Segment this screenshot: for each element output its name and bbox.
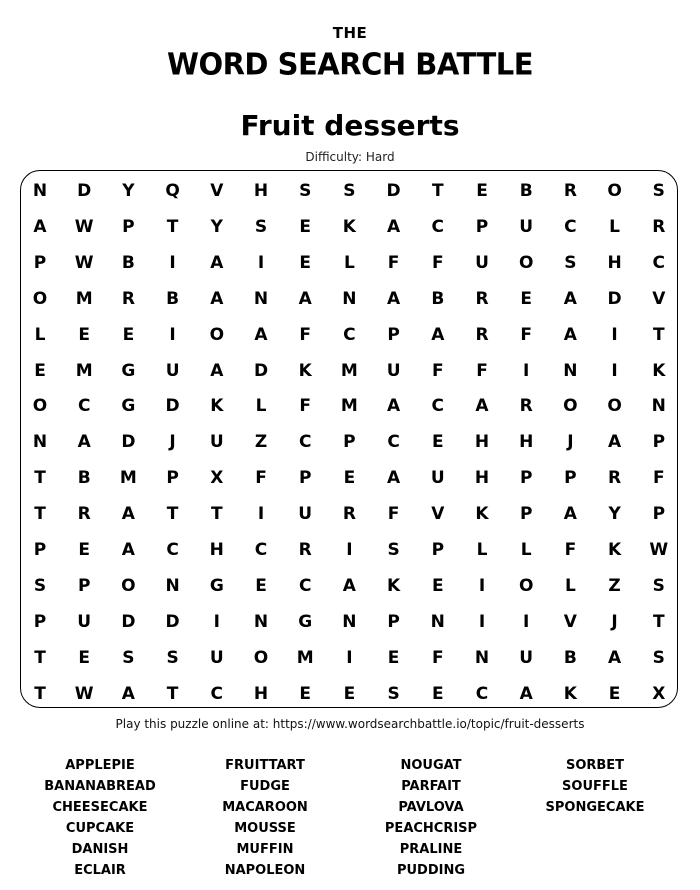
grid-letter[interactable]: O [607, 396, 622, 417]
grid-letter[interactable]: U [77, 611, 92, 632]
grid-letter[interactable]: N [253, 288, 269, 309]
grid-letter[interactable]: E [299, 252, 311, 273]
grid-letter[interactable]: N [474, 647, 490, 668]
grid-letter[interactable]: U [298, 504, 313, 525]
grid-letter[interactable]: X [652, 683, 666, 704]
grid-letter[interactable]: I [257, 504, 265, 525]
grid-letter[interactable]: L [564, 575, 576, 596]
grid-letter[interactable]: N [563, 360, 578, 381]
grid-letter[interactable]: O [563, 396, 578, 417]
grid-letter[interactable]: J [169, 432, 176, 453]
grid-letter[interactable]: U [430, 468, 445, 489]
grid-letter[interactable]: I [213, 611, 220, 632]
grid-letter[interactable]: S [343, 181, 356, 201]
grid-letter[interactable]: H [253, 181, 269, 201]
grid-letter[interactable]: B [431, 288, 445, 309]
word-item: ECLAIR [74, 863, 126, 878]
grid-letter[interactable]: P [33, 611, 47, 632]
grid-letter[interactable]: A [121, 504, 135, 525]
word-item: CHEESECAKE [52, 800, 148, 815]
grid-letter[interactable]: S [254, 216, 268, 237]
word-item: DANISH [71, 842, 129, 857]
grid-letter[interactable]: J [567, 432, 574, 453]
grid-letter[interactable]: O [32, 288, 48, 309]
grid-letter[interactable]: H [519, 432, 534, 453]
grid-letter[interactable]: P [431, 540, 445, 560]
grid-letter[interactable]: D [386, 181, 401, 201]
grid-letter[interactable]: I [346, 540, 353, 560]
grid-letter[interactable]: F [431, 647, 444, 668]
grid-letter[interactable]: X [210, 468, 224, 489]
grid-letter[interactable]: O [32, 396, 48, 417]
grid-letter[interactable]: C [77, 396, 91, 417]
grid-letter[interactable]: V [431, 504, 445, 525]
grid-letter[interactable]: R [121, 288, 135, 309]
grid-letter[interactable]: C [298, 432, 312, 453]
grid-letter[interactable]: F [387, 504, 400, 525]
grid-letter[interactable]: P [166, 468, 179, 489]
grid-letter[interactable]: S [652, 575, 665, 596]
grid-letter[interactable]: F [255, 468, 267, 489]
grid-letter[interactable]: C [475, 683, 489, 704]
grid-letter[interactable]: A [387, 468, 401, 489]
word-item: CUPCAKE [65, 821, 135, 836]
grid-letter[interactable]: F [431, 360, 444, 381]
grid-letter[interactable]: D [121, 611, 136, 632]
grid-letter[interactable]: F [564, 540, 577, 560]
letter-grid [20, 170, 678, 708]
word-item: PEACHCRISP [384, 821, 478, 836]
grid-letter[interactable]: O [121, 575, 136, 596]
grid-letter[interactable]: B [121, 252, 135, 273]
grid-letter[interactable]: H [209, 540, 224, 560]
grid-letter[interactable]: N [651, 396, 666, 417]
grid-letter[interactable]: T [166, 683, 179, 704]
grid-letter[interactable]: I [169, 324, 176, 345]
grid-letter[interactable]: Z [254, 432, 268, 453]
grid-letter[interactable]: V [210, 181, 224, 201]
grid-letter[interactable]: S [387, 683, 400, 704]
puzzle-title: Fruit desserts [240, 109, 460, 142]
grid-letter[interactable]: A [387, 288, 401, 309]
grid-letter[interactable]: P [387, 324, 400, 345]
grid-letter[interactable]: T [34, 504, 46, 525]
difficulty-label: Difficulty: Hard [305, 150, 395, 164]
grid-letter[interactable]: L [255, 396, 267, 417]
grid-letter[interactable]: D [607, 288, 622, 309]
grid-letter[interactable]: A [431, 324, 445, 345]
grid-letter[interactable]: R [608, 468, 622, 489]
grid-letter[interactable]: I [478, 575, 486, 596]
grid-letter[interactable]: A [121, 683, 135, 704]
grid-letter[interactable]: P [387, 611, 400, 632]
grid-letter[interactable]: S [387, 540, 400, 560]
grid-letter[interactable]: P [564, 468, 577, 489]
grid-letter[interactable]: U [519, 216, 534, 237]
grid-letter[interactable]: S [166, 647, 179, 668]
word-column [520, 755, 670, 818]
grid-letter[interactable]: G [298, 611, 313, 632]
grid-letter[interactable]: N [32, 181, 48, 201]
grid-letter[interactable]: H [253, 683, 269, 704]
grid-letter[interactable]: Y [210, 216, 223, 237]
grid-letter[interactable]: A [387, 396, 401, 417]
word-item: FUDGE [240, 779, 290, 794]
grid-letter[interactable]: S [652, 647, 665, 668]
grid-letter[interactable]: A [608, 647, 622, 668]
grid-letter[interactable]: M [75, 360, 93, 381]
grid-letter[interactable]: N [430, 611, 445, 632]
word-item: SOUFFLE [562, 779, 628, 794]
grid-letter[interactable]: S [33, 575, 47, 596]
grid-letter[interactable]: J [611, 611, 618, 632]
grid-letter[interactable]: M [296, 647, 314, 668]
grid-letter[interactable]: I [169, 252, 176, 273]
grid-letter[interactable]: M [340, 396, 358, 417]
grid-letter[interactable]: N [32, 432, 48, 453]
grid-letter[interactable]: W [649, 540, 669, 560]
grid-letter[interactable]: B [563, 647, 577, 668]
grid-letter[interactable]: U [519, 647, 534, 668]
grid-letter[interactable]: R [563, 181, 577, 201]
grid-letter[interactable]: K [475, 504, 489, 525]
grid-letter[interactable]: E [299, 216, 311, 237]
grid-letter[interactable]: H [607, 252, 622, 273]
grid-letter[interactable]: K [210, 396, 224, 417]
grid-letter[interactable]: P [343, 432, 356, 453]
grid-letter[interactable]: D [77, 181, 92, 201]
word-item: PARFAIT [401, 779, 461, 794]
word-item: PRALINE [399, 842, 463, 857]
word-item: NAPOLEON [224, 863, 306, 878]
grid-letter[interactable]: W [74, 252, 94, 273]
grid-letter[interactable]: E [431, 683, 444, 704]
grid-letter[interactable]: A [298, 288, 312, 309]
grid-letter[interactable]: G [209, 575, 224, 596]
grid-letter[interactable]: C [564, 216, 577, 237]
grid-letter[interactable]: N [165, 575, 180, 596]
grid-letter[interactable]: P [652, 432, 666, 453]
grid-letter[interactable]: K [608, 540, 622, 560]
grid-letter[interactable]: A [608, 432, 622, 453]
grid-letter[interactable]: P [519, 504, 533, 525]
grid-letter[interactable]: D [165, 611, 180, 632]
grid-letter[interactable]: M [119, 468, 137, 489]
grid-letter[interactable]: R [298, 540, 312, 560]
grid-letter[interactable]: A [563, 288, 577, 309]
grid-letter[interactable]: A [210, 360, 224, 381]
grid-letter[interactable]: I [478, 611, 486, 632]
grid-letter[interactable]: I [346, 647, 353, 668]
grid-letter[interactable]: G [121, 360, 136, 381]
grid-letter[interactable]: E [78, 540, 90, 560]
grid-letter[interactable]: C [210, 683, 224, 704]
grid-letter[interactable]: P [519, 468, 533, 489]
grid-letter[interactable]: V [652, 288, 666, 309]
grid-letter[interactable]: I [523, 360, 530, 381]
grid-letter[interactable]: C [387, 432, 400, 453]
grid-letter[interactable]: T [652, 611, 665, 632]
word-item: NOUGAT [400, 758, 462, 773]
grid-letter[interactable]: A [77, 432, 91, 453]
grid-letter[interactable]: C [166, 540, 179, 560]
grid-letter[interactable]: N [342, 611, 357, 632]
grid-letter[interactable]: E [34, 360, 46, 381]
grid-letter[interactable]: Q [165, 181, 180, 201]
word-item: MACAROON [222, 800, 308, 815]
grid-letter[interactable]: B [77, 468, 91, 489]
grid-letter[interactable]: A [387, 216, 401, 237]
grid-letter[interactable]: T [34, 468, 46, 489]
grid-letter[interactable]: Y [122, 181, 135, 201]
grid-letter[interactable]: G [121, 396, 136, 417]
grid-letter[interactable]: P [122, 216, 135, 237]
grid-letter[interactable]: A [475, 396, 489, 417]
word-column [190, 755, 340, 881]
grid-letter[interactable]: E [78, 324, 90, 345]
grid-letter[interactable]: R [342, 504, 356, 525]
grid-letter[interactable]: C [298, 575, 312, 596]
grid-letter[interactable]: I [257, 252, 265, 273]
grid-letter[interactable]: F [387, 252, 400, 273]
grid-letter[interactable]: K [342, 216, 356, 237]
grid-letter[interactable]: A [210, 288, 224, 309]
grid-letter[interactable]: M [75, 288, 93, 309]
grid-letter[interactable]: C [254, 540, 268, 560]
grid-letter[interactable]: O [518, 575, 534, 596]
word-item: SPONGECAKE [545, 800, 645, 815]
grid-letter[interactable]: E [387, 647, 400, 668]
grid-letter[interactable]: B [166, 288, 180, 309]
grid-letter[interactable]: L [343, 252, 355, 273]
grid-letter[interactable]: A [342, 575, 356, 596]
grid-letter[interactable]: P [652, 504, 666, 525]
grid-letter[interactable]: K [387, 575, 401, 596]
grid-letter[interactable]: E [343, 468, 356, 489]
the-label: THE [332, 24, 368, 42]
grid-letter[interactable]: F [299, 396, 311, 417]
grid-letter[interactable]: I [611, 324, 618, 345]
word-item: BANANABREAD [44, 779, 156, 794]
word-list [0, 755, 700, 885]
grid-letter[interactable]: T [210, 504, 223, 525]
grid-letter[interactable]: H [474, 432, 490, 453]
grid-letter[interactable]: W [74, 216, 94, 237]
grid-letter[interactable]: K [652, 360, 666, 381]
grid-letter[interactable]: L [34, 324, 46, 345]
grid-letter[interactable]: T [34, 683, 46, 704]
grid-letter[interactable]: O [607, 181, 622, 201]
grid-letter[interactable]: P [33, 252, 47, 273]
grid-letter[interactable]: R [652, 216, 666, 237]
grid-letter[interactable]: W [74, 683, 94, 704]
word-column [25, 755, 175, 881]
word-item: APPLEPIE [65, 758, 135, 773]
grid-letter[interactable]: E [476, 181, 488, 201]
grid-letter[interactable]: Y [608, 504, 621, 525]
word-item: FRUITTART [225, 758, 305, 773]
grid-letter[interactable]: F [299, 324, 311, 345]
grid-letter[interactable]: S [299, 181, 312, 201]
grid-letter[interactable]: H [474, 468, 490, 489]
grid-letter[interactable]: A [254, 324, 268, 345]
grid-letter[interactable]: S [122, 647, 135, 668]
grid-letter[interactable]: N [253, 611, 269, 632]
brand-logo: WORD SEARCH BATTLE [166, 46, 534, 82]
grid-letter[interactable]: U [209, 647, 224, 668]
grid-letter[interactable]: K [298, 360, 312, 381]
grid-letter[interactable]: U [209, 432, 224, 453]
word-item: MUFFIN [236, 842, 294, 857]
grid-letter[interactable]: D [121, 432, 136, 453]
grid-letter[interactable]: T [166, 504, 179, 525]
grid-letter[interactable]: D [165, 396, 180, 417]
grid-letter[interactable]: E [431, 575, 444, 596]
online-link-text: Play this puzzle online at: https://www.wordsearchbattle.io/topic/fruit-desserts [115, 717, 585, 731]
grid-letter[interactable]: T [34, 647, 46, 668]
grid-letter[interactable]: D [253, 360, 269, 381]
grid-letter[interactable]: C [431, 216, 445, 237]
grid-letter[interactable]: F [431, 252, 444, 273]
grid-letter[interactable]: E [431, 432, 444, 453]
grid-letter[interactable]: C [431, 396, 445, 417]
word-item: MOUSSE [234, 821, 296, 836]
grid-letter[interactable]: N [342, 288, 357, 309]
grid-letter[interactable]: O [209, 324, 225, 345]
grid-letter[interactable]: C [652, 252, 666, 273]
grid-letter[interactable]: U [165, 360, 180, 381]
grid-letter[interactable]: P [298, 468, 312, 489]
grid-letter[interactable]: A [121, 540, 135, 560]
grid-letter[interactable]: T [652, 324, 665, 345]
grid-letter[interactable]: P [33, 540, 47, 560]
grid-letter[interactable]: E [520, 288, 532, 309]
grid-letter[interactable]: A [519, 683, 533, 704]
grid-letter[interactable]: E [608, 683, 621, 704]
grid-letter[interactable]: E [299, 683, 311, 704]
grid-letter[interactable]: V [563, 611, 577, 632]
grid-letter[interactable]: E [255, 575, 267, 596]
grid-letter[interactable]: L [476, 540, 488, 560]
grid-letter[interactable]: R [519, 396, 533, 417]
grid-letter[interactable]: R [475, 324, 489, 345]
grid-letter[interactable]: E [343, 683, 356, 704]
grid-letter[interactable]: E [122, 324, 135, 345]
grid-letter[interactable]: F [520, 324, 532, 345]
grid-letter[interactable]: R [77, 504, 91, 525]
grid-letter[interactable]: F [652, 468, 665, 489]
grid-letter[interactable]: O [518, 252, 534, 273]
grid-letter[interactable]: I [611, 360, 618, 381]
word-column [356, 755, 506, 881]
grid-letter[interactable]: E [78, 647, 90, 668]
grid-letter[interactable]: P [475, 216, 489, 237]
grid-letter[interactable]: B [519, 181, 533, 201]
grid-letter[interactable]: S [564, 252, 577, 273]
grid-letter[interactable]: I [523, 611, 530, 632]
grid-letter[interactable]: A [563, 324, 577, 345]
grid-letter[interactable]: T [431, 181, 444, 201]
grid-letter[interactable]: A [563, 504, 577, 525]
grid-letter[interactable]: P [77, 575, 91, 596]
word-item: SORBET [565, 758, 625, 773]
grid-letter[interactable]: F [476, 360, 488, 381]
grid-letter[interactable]: L [520, 540, 532, 560]
grid-letter[interactable]: U [475, 252, 489, 273]
grid-letter[interactable]: A [210, 252, 224, 273]
grid-letter[interactable]: O [253, 647, 269, 668]
grid-letter[interactable]: A [33, 216, 47, 237]
grid-letter[interactable]: T [166, 216, 179, 237]
grid-letter[interactable]: K [563, 683, 577, 704]
word-item: PAVLOVA [398, 800, 464, 815]
grid-letter[interactable]: Z [608, 575, 621, 596]
grid-letter[interactable]: S [652, 181, 665, 201]
word-item: PUDDING [396, 863, 466, 878]
grid-letter[interactable]: C [343, 324, 356, 345]
grid-letter[interactable]: R [475, 288, 489, 309]
grid-letter[interactable]: M [340, 360, 358, 381]
grid-letter[interactable]: L [609, 216, 621, 237]
grid-letter[interactable]: U [386, 360, 401, 381]
